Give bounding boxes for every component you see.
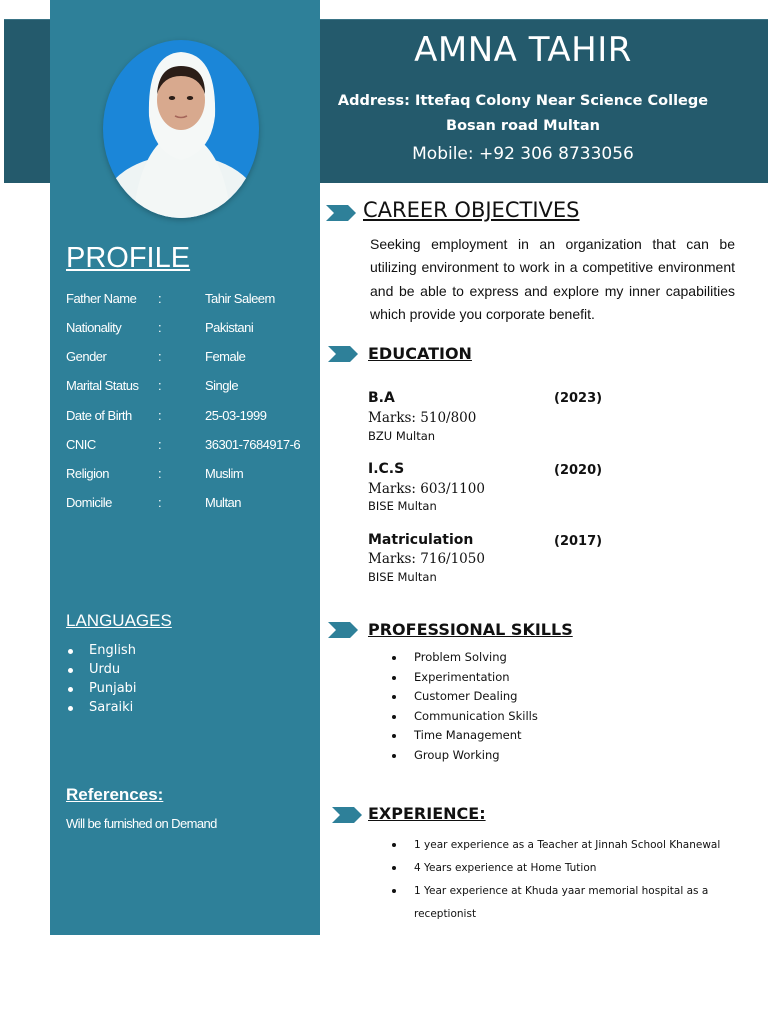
profile-separator: :: [158, 291, 162, 306]
profile-label: Nationality: [66, 320, 122, 335]
skills-arrow-icon: [328, 622, 358, 638]
education-degree: Matriculation: [368, 532, 474, 548]
career-heading: CAREER OBJECTIVES: [363, 198, 580, 222]
experience-item: 1 year experience as a Teacher at Jinnah School Khanewal: [390, 834, 730, 857]
skills-list: [390, 650, 538, 768]
profile-value: Tahir Saleem: [205, 291, 275, 306]
profile-label: CNIC: [66, 437, 96, 452]
profile-value: Muslim: [205, 466, 244, 481]
language-item: English: [66, 643, 137, 662]
profile-separator: :: [158, 378, 162, 393]
education-institute: BZU Multan: [368, 429, 436, 443]
profile-value: Single: [205, 378, 239, 393]
references-text: Will be furnished on Demand: [66, 816, 217, 831]
profile-separator: :: [158, 408, 162, 423]
education-arrow-icon: [328, 346, 358, 362]
skill-item: Communication Skills: [390, 709, 538, 729]
profile-label: Gender: [66, 349, 107, 364]
education-year: (2017): [554, 534, 603, 549]
skill-item: Customer Dealing: [390, 689, 538, 709]
skill-item: Problem Solving: [390, 650, 538, 670]
profile-value: 36301-7684917-6: [205, 437, 301, 452]
education-degree: B.A: [368, 390, 395, 406]
profile-row-gender: [66, 349, 316, 367]
experience-list: [390, 834, 730, 926]
references-heading: References:: [66, 785, 164, 804]
profile-row-date-of-birth: [66, 408, 316, 426]
profile-value: 25-03-1999: [205, 408, 267, 423]
profile-separator: :: [158, 495, 162, 510]
profile-separator: :: [158, 320, 162, 335]
language-item: Urdu: [66, 662, 137, 681]
skill-item: Experimentation: [390, 670, 538, 690]
address-line-1: Address: Ittefaq Colony Near Science College: [337, 93, 709, 109]
profile-value: Multan: [205, 495, 242, 510]
profile-separator: :: [158, 466, 162, 481]
address-line-2: Bosan road Multan: [446, 118, 600, 134]
profile-row-nationality: [66, 320, 316, 338]
experience-item: 4 Years experience at Home Tution: [390, 857, 730, 880]
profile-label: Marital Status: [66, 378, 139, 393]
education-heading: EDUCATION: [368, 344, 472, 363]
education-institute: BISE Multan: [368, 499, 437, 513]
skill-item: Time Management: [390, 728, 538, 748]
skills-heading: PROFESSIONAL SKILLS: [368, 620, 573, 639]
profile-row-domicile: [66, 495, 316, 513]
profile-row-cnic: [66, 437, 316, 455]
language-item: Saraiki: [66, 700, 137, 719]
profile-row-father-name: [66, 291, 316, 309]
education-marks: Marks: 510/800: [368, 410, 477, 426]
profile-label: Religion: [66, 466, 109, 481]
profile-label: Father Name: [66, 291, 137, 306]
experience-arrow-icon: [332, 807, 362, 823]
profile-row-marital-status: [66, 378, 316, 396]
education-marks: Marks: 716/1050: [368, 551, 485, 567]
career-text: Seeking employment in an organization that can be utilizing environment to work in a competitive environment and be able to express and explore my inner capabilities which provide you corporate benefit.: [370, 236, 735, 322]
profile-separator: :: [158, 349, 162, 364]
education-institute: BISE Multan: [368, 570, 437, 584]
skill-item: Group Working: [390, 748, 538, 768]
language-item: Punjabi: [66, 681, 137, 700]
profile-heading: PROFILE: [66, 242, 191, 274]
education-year: (2023): [554, 391, 603, 406]
profile-separator: :: [158, 437, 162, 452]
candidate-name: AMNA TAHIR: [414, 30, 632, 70]
profile-row-religion: [66, 466, 316, 484]
education-degree: I.C.S: [368, 461, 405, 477]
languages-list: [66, 643, 137, 719]
profile-photo: [103, 40, 259, 218]
experience-item: 1 Year experience at Khuda yaar memorial hospital as a receptionist: [390, 880, 730, 926]
profile-value: Female: [205, 349, 246, 364]
profile-value: Pakistani: [205, 320, 254, 335]
profile-label: Date of Birth: [66, 408, 132, 423]
mobile-number: Mobile: +92 306 8733056: [412, 144, 634, 164]
career-arrow-icon: [326, 205, 356, 221]
education-marks: Marks: 603/1100: [368, 481, 485, 497]
profile-label: Domicile: [66, 495, 112, 510]
education-year: (2020): [554, 463, 603, 478]
languages-heading: LANGUAGES: [66, 611, 172, 630]
experience-heading: EXPERIENCE:: [368, 804, 486, 823]
